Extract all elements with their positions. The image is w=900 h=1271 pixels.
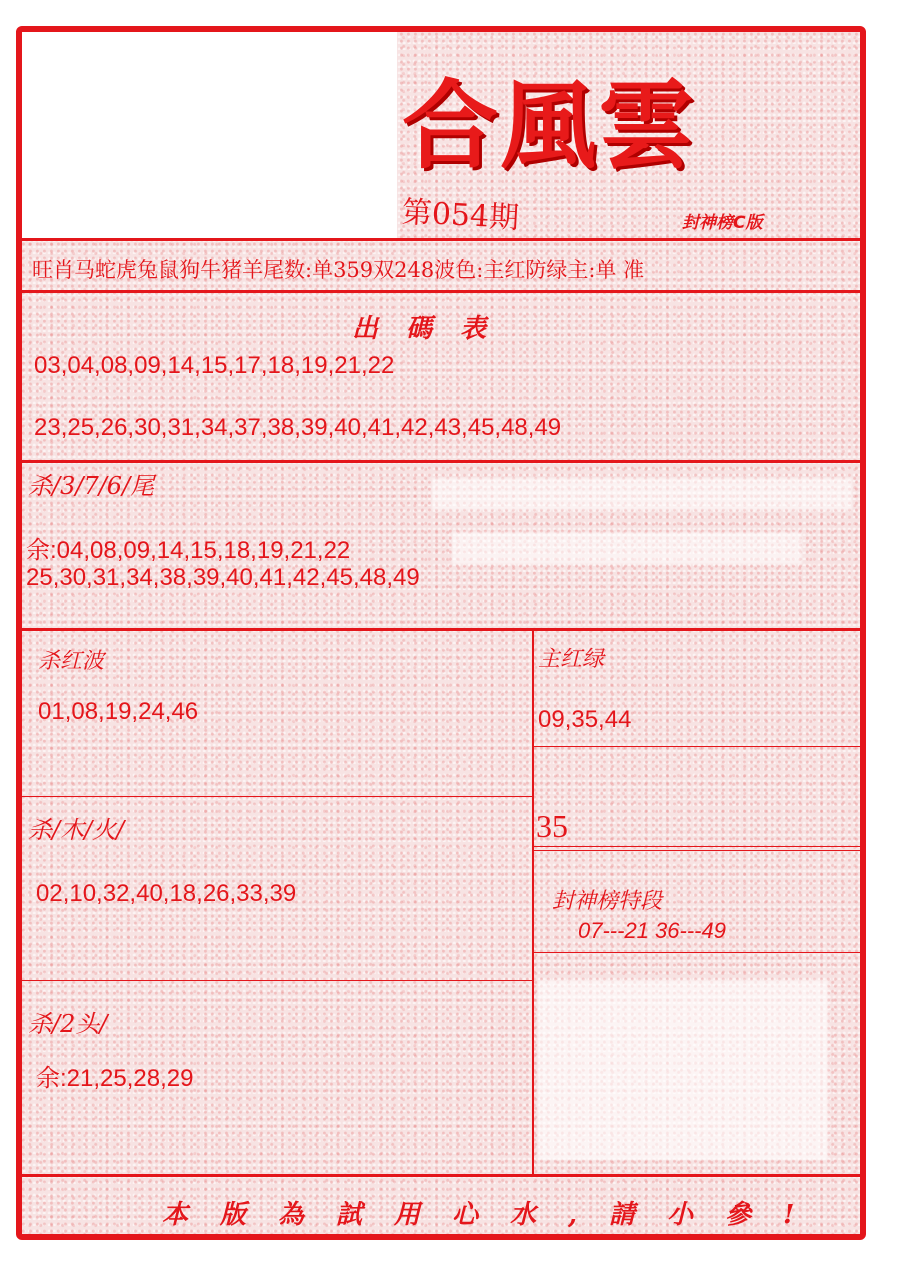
divider bbox=[22, 460, 866, 463]
divider bbox=[534, 850, 866, 851]
kill-tail-line-2: 25,30,31,34,38,39,40,41,42,45,48,49 bbox=[26, 564, 420, 591]
kill-head-numbers: 余:21,25,28,29 bbox=[36, 1065, 194, 1092]
code-table-row-1: 03,04,08,09,14,15,17,18,19,21,22 bbox=[34, 352, 395, 379]
divider bbox=[534, 746, 866, 747]
special-numbers: 07---21 36---49 bbox=[578, 918, 726, 943]
blank-overlay bbox=[452, 532, 802, 564]
column-divider bbox=[532, 630, 534, 1174]
divider bbox=[534, 846, 866, 847]
kill-wood-fire-numbers: 02,10,32,40,18,26,33,39 bbox=[36, 880, 297, 907]
main-red-green-numbers: 09,35,44 bbox=[538, 706, 632, 733]
kill-wood-fire-label: 杀/木/火/ bbox=[28, 816, 125, 844]
blank-overlay bbox=[432, 478, 852, 510]
kill-head-label: 杀/2头/ bbox=[28, 1010, 108, 1038]
code-table-heading: 出碼表 bbox=[352, 314, 515, 344]
divider bbox=[22, 628, 866, 631]
divider bbox=[22, 980, 532, 981]
issue-number: 第054期 bbox=[400, 194, 520, 237]
blank-overlay bbox=[538, 980, 828, 1160]
lottery-sheet bbox=[16, 26, 866, 1240]
divider bbox=[22, 1174, 866, 1177]
main-red-green-label: 主红绿 bbox=[538, 647, 605, 672]
special-label: 封神榜特段 bbox=[552, 889, 663, 914]
divider bbox=[22, 238, 866, 241]
header-blank-box bbox=[22, 32, 397, 238]
kill-tail-label: 杀/3/7/6/尾 bbox=[28, 472, 155, 500]
divider bbox=[22, 796, 532, 797]
edition-label: 封神榜C版 bbox=[682, 213, 763, 233]
kill-red-label: 杀红波 bbox=[38, 649, 105, 674]
footer-note: 本版為試用心水,請小參! bbox=[162, 1200, 827, 1230]
divider bbox=[534, 952, 866, 953]
info-line: 旺肖马蛇虎兔鼠狗牛猪羊尾数:单359双248波色:主红防绿主:单 准 bbox=[32, 258, 645, 282]
single-number: 35 bbox=[536, 808, 568, 844]
kill-red-numbers: 01,08,19,24,46 bbox=[38, 698, 199, 725]
page-title: 合風雲 bbox=[402, 69, 696, 182]
code-table-row-2: 23,25,26,30,31,34,37,38,39,40,41,42,43,45,48,49 bbox=[34, 414, 562, 441]
kill-tail-line-1: 余:04,08,09,14,15,18,19,21,22 bbox=[26, 537, 351, 564]
divider bbox=[22, 290, 866, 293]
